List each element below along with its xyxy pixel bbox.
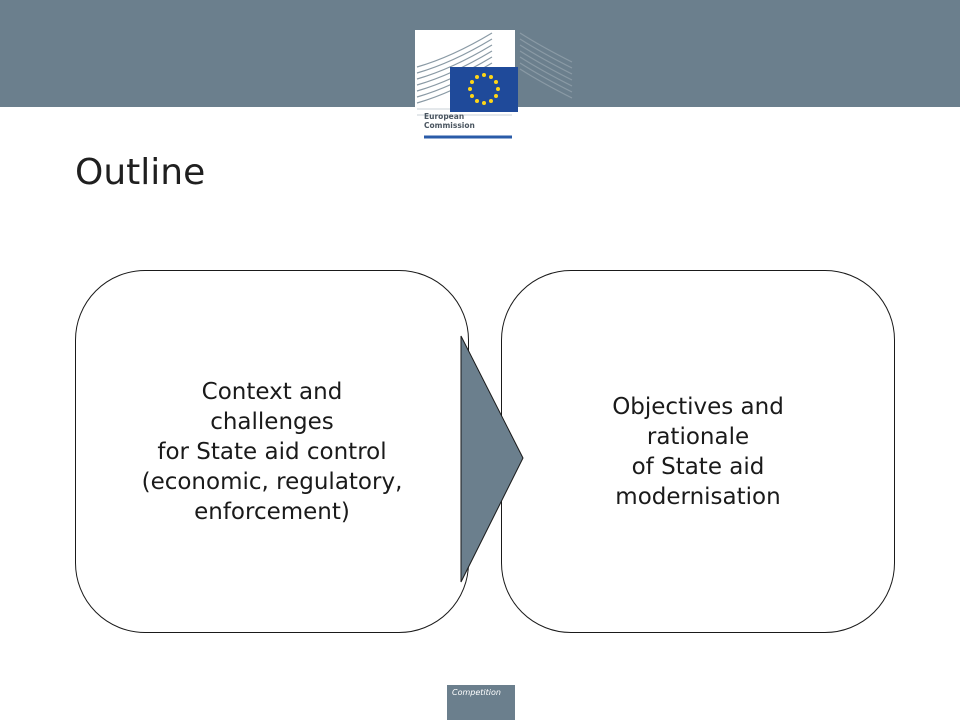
logo-text bbox=[424, 112, 475, 130]
footer-label: Competition bbox=[452, 688, 501, 697]
page-title: Outline bbox=[75, 152, 206, 193]
logo-line-commission: Commission bbox=[424, 121, 475, 130]
chevron-arrow-icon bbox=[455, 330, 535, 590]
logo-line-european: European bbox=[424, 112, 465, 121]
outline-card-objectives-text: Objectives and rationale of State aid modernisation bbox=[612, 393, 784, 510]
outline-card-objectives bbox=[501, 270, 895, 633]
outline-card-context bbox=[75, 270, 469, 633]
outline-card-context-text: Context and challenges for State aid control (economic, regulatory, enforcement) bbox=[141, 378, 403, 525]
